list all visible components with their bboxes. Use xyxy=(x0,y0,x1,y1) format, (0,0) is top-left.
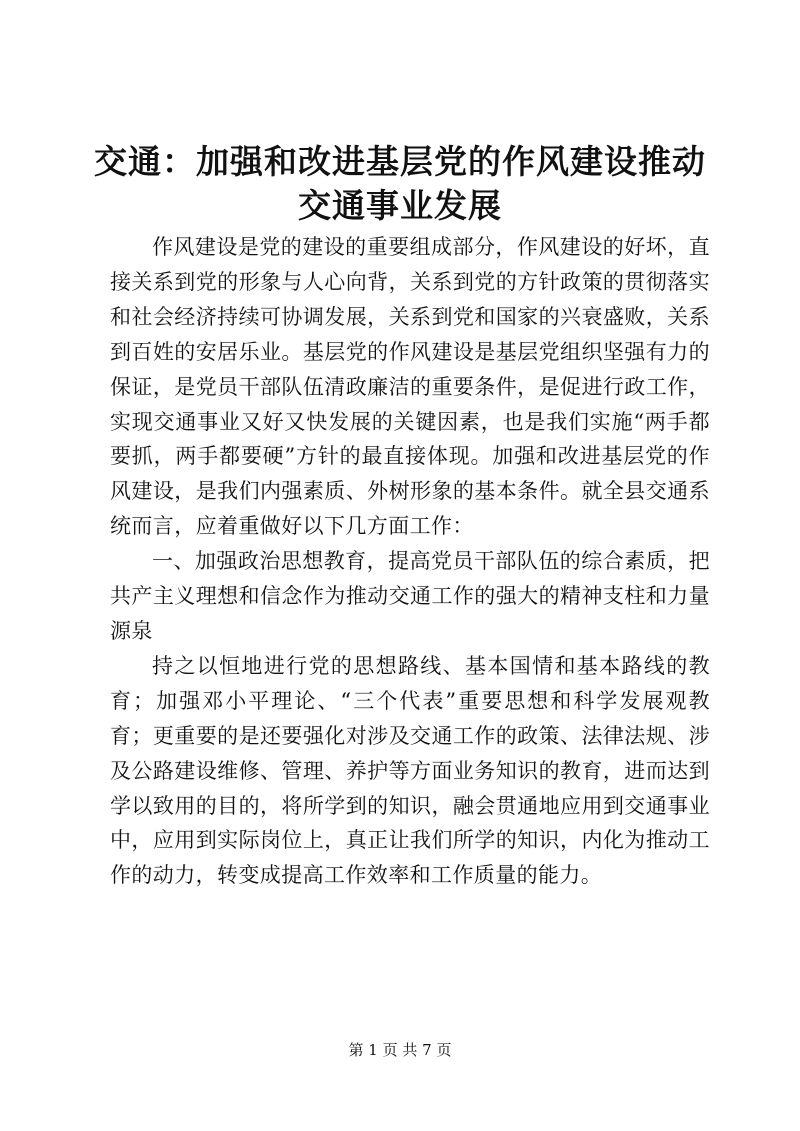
paragraph-section-heading: 一、加强政治思想教育，提高党员干部队伍的综合素质，把共产主义理想和信念作为推动交通工作的强大的精神支柱和力量源泉 xyxy=(110,549,710,643)
paragraph-section-body: 持之以恒地进行党的思想路线、基本国情和基本路线的教育；加强邓小平理论、“三个代表”重要思想和科学发展观教育；更重要的是还要强化对涉及交通工作的政策、法律法规、涉及公路建设维修、管理、养护等方面业务知识的教育，进而达到学以致用的目的，将所学到的知识，融会贯通地应用到交通事业中，应用到实际岗位上，真正让我们所学的知识，内化为推动工作的动力，转变成提高工作效率和工作质量的能力。 xyxy=(110,653,710,888)
document-title: 交通：加强和改进基层党的作风建设推动交通事业发展 xyxy=(94,142,706,225)
page-number-label: 第 1 页 共 7 页 xyxy=(348,1041,452,1059)
document-body xyxy=(110,230,710,893)
page-footer xyxy=(0,1040,800,1060)
paragraph-intro: 作风建设是党的建设的重要组成部分，作风建设的好坏，直接关系到党的形象与人心向背，关系到党的方针政策的贯彻落实和社会经济持续可协调发展，关系到党和国家的兴衰盛败，关系到百姓的安居乐业。基层党的作风建设是基层党组织坚强有力的保证，是党员干部队伍清政廉洁的重要条件，是促进行政工作，实现交通事业又好又快发展的关键因素，也是我们实施“两手都要抓，两手都要硬”方针的最直接体现。加强和改进基层党的作风建设，是我们内强素质、外树形象的基本条件。就全县交通系统而言，应着重做好以下几方面工作： xyxy=(110,235,710,539)
